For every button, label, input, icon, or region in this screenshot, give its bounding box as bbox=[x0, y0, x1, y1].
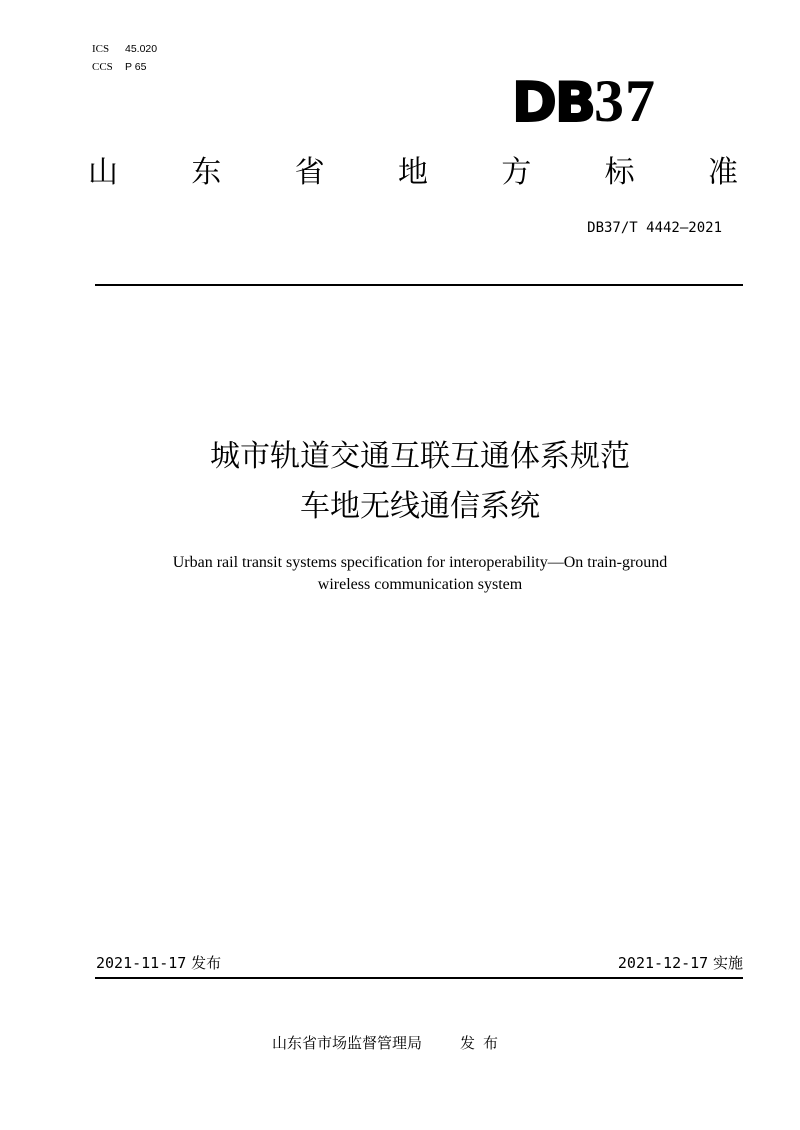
standard-type-char: 省 bbox=[294, 155, 325, 190]
publisher bbox=[272, 1032, 506, 1054]
title-cn-line1: 城市轨道交通互联互通体系规范 bbox=[210, 439, 630, 474]
standard-type-title bbox=[88, 150, 738, 196]
standard-type-char: 山 bbox=[88, 155, 118, 190]
standard-type-char: 地 bbox=[397, 155, 428, 190]
db37-logo bbox=[512, 66, 656, 138]
ics-label: ICS bbox=[92, 43, 110, 55]
standard-type-char: 标 bbox=[604, 155, 635, 190]
db-logo-number: 37 bbox=[593, 68, 656, 134]
title-en-line2: wireless communication system bbox=[317, 576, 523, 593]
ccs-row bbox=[92, 58, 157, 76]
issue-date bbox=[96, 953, 221, 973]
standard-type-char: 方 bbox=[501, 155, 532, 190]
ccs-label: CCS bbox=[92, 61, 113, 73]
issue-date-label: 发布 bbox=[191, 954, 222, 972]
standard-type-char: 准 bbox=[707, 155, 738, 190]
ccs-value: P 65 bbox=[125, 61, 147, 73]
footer-divider bbox=[95, 977, 743, 979]
ics-value: 45.020 bbox=[125, 43, 158, 55]
ics-row bbox=[92, 40, 157, 58]
effective-date bbox=[618, 953, 743, 973]
standard-type-char: 东 bbox=[191, 155, 222, 190]
title-en-line1: Urban rail transit systems specification for interoperability—On train-ground bbox=[172, 554, 668, 571]
classification-codes bbox=[92, 40, 157, 76]
effective-date-label: 实施 bbox=[712, 954, 743, 972]
publisher-action: 发布 bbox=[460, 1034, 507, 1052]
header-divider bbox=[95, 284, 743, 286]
effective-date-value: 2021-12-17 bbox=[617, 954, 709, 972]
publisher-name: 山东省市场监督管理局 bbox=[272, 1034, 423, 1052]
standard-code: DB37/T 4442—2021 bbox=[587, 220, 722, 236]
db-logo-letters: DB bbox=[512, 71, 594, 134]
issue-date-value: 2021-11-17 bbox=[96, 954, 187, 972]
title-cn-line2: 车地无线通信系统 bbox=[300, 489, 540, 524]
